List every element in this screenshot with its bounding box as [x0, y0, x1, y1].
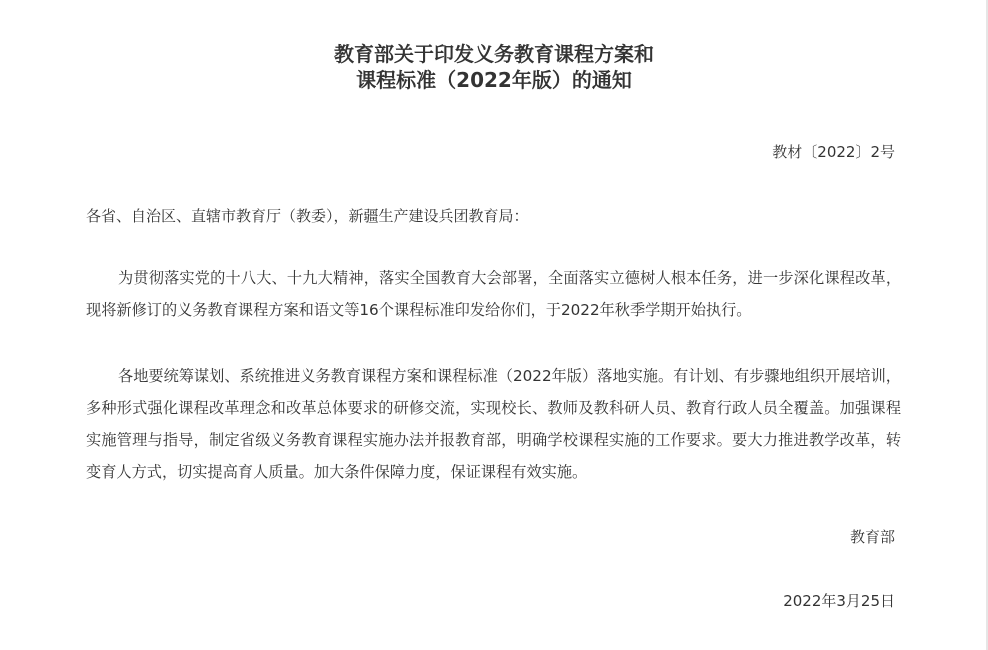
salutation: 各省、自治区、直辖市教育厅（教委），新疆生产建设兵团教育局： [86, 207, 529, 225]
document-number: 教材〔2022〕2号 [772, 143, 895, 161]
signature-date: 2022年3月25日 [783, 592, 895, 610]
body-paragraph-2: 各地要统筹谋划、系统推进义务教育课程方案和课程标准（2022年版）落地实施。有计划、有步骤地组织开展培训，多种形式强化课程改革理念和改革总体要求的研修交流，实现校长、教师及教科研人员、教育行政人员全覆盖。加强课程实施管理与指导，制定省级义务教育课程实施办法并报教育部，明确学校课程实施的工作要求。要大力推进教学改革，转变育人方式，切实提高育人质量。加大条件保障力度，保证课程有效实施。 [86, 367, 901, 481]
document-title-line-1: 教育部关于印发义务教育课程方案和 [334, 42, 654, 66]
signature-organization: 教育部 [849, 528, 895, 546]
body-paragraph-1: 为贯彻落实党的十八大、十九大精神，落实全国教育大会部署，全面落实立德树人根本任务，进一步深化课程改革，现将新修订的义务教育课程方案和语文等16个课程标准印发给你们，于2022年秋季学期开始执行。 [86, 269, 901, 319]
document-title-line-2: 课程标准（2022年版）的通知 [356, 68, 632, 92]
